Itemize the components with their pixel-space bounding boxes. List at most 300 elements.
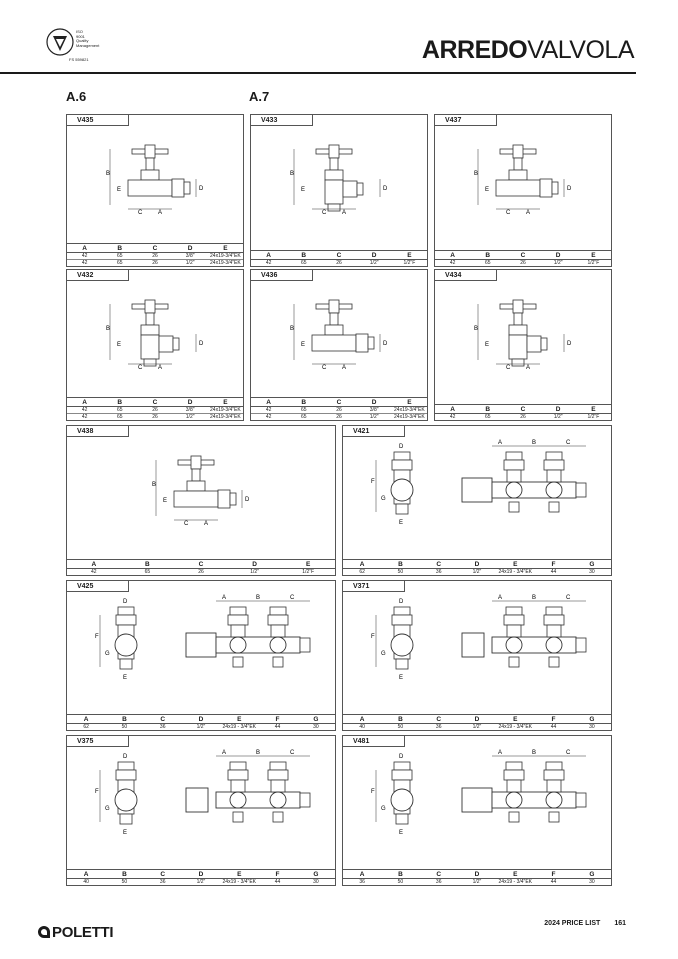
spec-cell: 26	[152, 414, 158, 420]
svg-text:C: C	[322, 210, 327, 216]
spec-column-header: D	[458, 715, 496, 724]
svg-text:B: B	[256, 750, 261, 756]
technical-drawing	[251, 127, 427, 249]
spec-cell: 24x19 - 3/4"EK	[222, 879, 256, 885]
spec-row	[343, 879, 611, 886]
spec-cell: 24x19-3/4"EK	[392, 407, 427, 414]
svg-text:D: D	[567, 186, 572, 192]
spec-cell: 42	[67, 253, 102, 260]
spec-column-header: E	[576, 405, 611, 414]
svg-text:E: E	[163, 498, 168, 504]
spec-column-header: C	[321, 251, 356, 260]
spec-row	[67, 407, 243, 414]
svg-text:B: B	[474, 171, 479, 177]
spec-table	[67, 714, 335, 730]
spec-column-header: E	[576, 251, 611, 260]
cert-line: Management	[76, 42, 100, 48]
spec-cell: 42	[81, 414, 88, 420]
svg-text:C: C	[566, 440, 571, 446]
spec-cell: 65	[485, 414, 491, 420]
spec-cell: 42	[265, 260, 272, 266]
technical-drawing	[251, 282, 427, 396]
svg-text:C: C	[566, 595, 571, 601]
spec-cell: 62	[83, 724, 89, 730]
spec-column-header: A	[435, 251, 470, 260]
spec-cell: 24x19 - 3/4"EK	[498, 569, 532, 575]
spec-cell: 26	[336, 414, 342, 420]
svg-text:A: A	[222, 750, 227, 756]
svg-text:B: B	[106, 326, 111, 332]
spec-column-header: G	[573, 715, 611, 724]
svg-text:D: D	[123, 599, 128, 605]
product-code: V375	[67, 736, 129, 747]
svg-text:B: B	[532, 595, 537, 601]
spec-column-header: C	[505, 251, 540, 260]
spec-cell: 44	[550, 724, 557, 730]
svg-text:C: C	[138, 210, 143, 216]
spec-row	[251, 407, 427, 414]
svg-text:E: E	[123, 830, 128, 836]
svg-text:A: A	[342, 365, 347, 371]
svg-text:E: E	[301, 187, 306, 193]
spec-column-header: E	[208, 398, 243, 407]
spec-row	[343, 724, 611, 731]
section-heading-a6: A.6	[66, 89, 87, 104]
spec-column-header: D	[173, 244, 208, 253]
product-code: V435	[67, 115, 129, 126]
spec-cell: 50	[397, 879, 404, 885]
spec-cell: 1/2"	[472, 569, 482, 575]
spec-row	[435, 414, 611, 421]
product-code: V438	[67, 426, 129, 437]
spec-table	[435, 404, 611, 420]
spec-cell: 65	[117, 260, 123, 266]
spec-cell: 65	[102, 253, 137, 260]
spec-cell: 1/2"	[553, 260, 563, 266]
spec-table	[251, 250, 427, 266]
spec-column-header: B	[286, 251, 321, 260]
spec-cell: 44	[274, 724, 281, 730]
product-code: V437	[435, 115, 497, 126]
svg-text:F: F	[95, 789, 99, 795]
svg-text:E: E	[399, 830, 404, 836]
spec-column-header: E	[208, 244, 243, 253]
spec-column-header: E	[392, 251, 427, 260]
spec-cell: 1/2"	[196, 879, 206, 885]
product-code: V434	[435, 270, 497, 281]
svg-text:F: F	[371, 479, 375, 485]
spec-cell: 1/2"	[553, 414, 563, 420]
svg-text:F: F	[371, 789, 375, 795]
spec-column-header: A	[343, 560, 381, 569]
spec-cell: 65	[301, 260, 307, 266]
product-card-v375	[66, 735, 336, 886]
spec-cell: 1/2"	[472, 724, 482, 730]
spec-column-header: A	[67, 398, 102, 407]
spec-cell: 36	[159, 724, 166, 730]
svg-text:C: C	[506, 365, 511, 371]
spec-column-header: C	[137, 244, 172, 253]
spec-column-header: F	[534, 715, 572, 724]
svg-text:A: A	[526, 365, 531, 371]
footer-info	[544, 920, 626, 927]
svg-text:C: C	[138, 365, 143, 371]
spec-cell: 26	[520, 414, 526, 420]
spec-cell: 26	[336, 260, 342, 266]
spec-cell: 3/8"	[357, 407, 392, 414]
spec-cell: 50	[397, 569, 404, 575]
technical-drawing	[435, 127, 611, 249]
product-code: V432	[67, 270, 129, 281]
spec-cell: 65	[485, 260, 491, 266]
svg-text:A: A	[158, 365, 163, 371]
spec-column-header: D	[173, 398, 208, 407]
spec-table	[251, 397, 427, 420]
spec-column-header: D	[182, 870, 220, 879]
product-card-v371	[342, 580, 612, 731]
technical-drawing	[67, 127, 243, 242]
spec-row	[251, 414, 427, 421]
spec-column-header: B	[381, 870, 419, 879]
svg-text:C: C	[322, 365, 327, 371]
svg-text:E: E	[117, 342, 122, 348]
spec-cell: 26	[198, 569, 204, 575]
spec-column-header: A	[343, 715, 381, 724]
svg-text:A: A	[498, 750, 503, 756]
spec-column-header: F	[534, 870, 572, 879]
spec-cell: 1/2"	[250, 569, 259, 575]
product-card-v438	[66, 425, 336, 576]
technical-drawing	[343, 438, 611, 558]
spec-cell: 65	[144, 569, 151, 575]
technical-drawing	[67, 282, 243, 396]
spec-table	[435, 250, 611, 266]
spec-row	[251, 260, 427, 267]
spec-column-header: E	[220, 870, 258, 879]
spec-column-header: D	[458, 560, 496, 569]
spec-column-header: D	[541, 405, 576, 414]
spec-column-header: E	[281, 560, 335, 569]
spec-cell: 42	[67, 407, 102, 414]
spec-column-header: A	[67, 560, 121, 569]
spec-cell: 44	[274, 879, 281, 885]
product-card-v432	[66, 269, 244, 421]
spec-column-header: G	[573, 870, 611, 879]
spec-column-header: C	[174, 560, 228, 569]
spec-table	[343, 869, 611, 885]
spec-column-header: A	[343, 870, 381, 879]
technical-drawing	[67, 593, 335, 713]
spec-cell: 30	[589, 724, 595, 730]
svg-text:A: A	[498, 440, 503, 446]
spec-cell: 36	[435, 569, 442, 575]
spec-column-header: B	[105, 870, 143, 879]
product-card-v481	[342, 735, 612, 886]
svg-text:D: D	[567, 341, 572, 347]
svg-text:B: B	[290, 171, 295, 177]
brand-title	[422, 36, 634, 65]
svg-text:E: E	[485, 342, 490, 348]
spec-column-header: B	[102, 244, 137, 253]
spec-row	[435, 260, 611, 267]
spec-column-header: E	[496, 715, 534, 724]
spec-cell: 65	[301, 414, 307, 420]
spec-row	[67, 569, 335, 576]
product-code: V425	[67, 581, 129, 592]
product-card-v437	[434, 114, 612, 267]
svg-text:B: B	[256, 595, 261, 601]
svg-text:A: A	[342, 210, 347, 216]
spec-row	[67, 253, 243, 260]
spec-cell: 1/2"	[185, 414, 195, 420]
spec-cell: 36	[159, 879, 166, 885]
cert-line: ISO	[76, 29, 83, 34]
spec-cell: 44	[550, 879, 557, 885]
spec-cell: 62	[359, 569, 365, 575]
spec-column-header: B	[286, 398, 321, 407]
spec-column-header: F	[258, 715, 296, 724]
spec-table	[67, 869, 335, 885]
spec-column-header: G	[297, 870, 335, 879]
technical-drawing	[67, 438, 335, 558]
spec-row	[67, 260, 243, 267]
svg-text:D: D	[383, 341, 388, 347]
svg-text:B: B	[290, 326, 295, 332]
svg-text:D: D	[245, 497, 250, 503]
spec-cell: 36	[359, 879, 365, 885]
spec-cell: 1/2"F	[403, 260, 416, 266]
svg-text:F: F	[95, 634, 99, 640]
svg-text:A: A	[222, 595, 227, 601]
spec-cell: 1/2"	[185, 260, 195, 266]
spec-column-header: C	[420, 560, 458, 569]
svg-text:G: G	[381, 651, 386, 657]
product-card-v433	[250, 114, 428, 267]
product-code: V481	[343, 736, 405, 747]
svg-text:C: C	[566, 750, 571, 756]
svg-text:C: C	[290, 750, 295, 756]
spec-cell: 42	[265, 414, 272, 420]
spec-cell: 1/2"F	[302, 569, 315, 575]
certification-seal-icon	[45, 27, 75, 57]
spec-column-header: G	[573, 560, 611, 569]
svg-text:A: A	[158, 210, 163, 216]
spec-cell: 36	[435, 724, 442, 730]
spec-cell: 24x19-3/4"EK	[208, 253, 243, 260]
spec-column-header: B	[105, 715, 143, 724]
spec-cell: 3/8"	[173, 253, 208, 260]
technical-drawing	[343, 748, 611, 868]
svg-text:E: E	[399, 675, 404, 681]
svg-text:D: D	[199, 186, 204, 192]
svg-text:D: D	[199, 341, 204, 347]
svg-text:D: D	[123, 754, 128, 760]
spec-row	[343, 569, 611, 576]
spec-cell: 24x19-3/4"EK	[210, 414, 241, 420]
spec-cell: 26	[137, 407, 172, 414]
spec-cell: 24x19-3/4"EK	[210, 260, 241, 266]
spec-row	[67, 879, 335, 886]
spec-cell: 30	[589, 569, 595, 575]
spec-cell: 24x19 - 3/4"EK	[498, 724, 532, 730]
spec-column-header: F	[534, 560, 572, 569]
spec-cell: 40	[83, 879, 89, 885]
product-card-v435	[66, 114, 244, 267]
footer-brand: POLETTI	[52, 924, 114, 941]
spec-column-header: E	[496, 560, 534, 569]
spec-row	[67, 414, 243, 421]
spec-cell: 3/8"	[173, 407, 208, 414]
spec-cell: 42	[449, 414, 456, 420]
svg-text:D: D	[399, 754, 404, 760]
spec-cell: 65	[286, 407, 321, 414]
header-divider	[0, 72, 636, 74]
svg-text:C: C	[506, 210, 511, 216]
spec-cell: 65	[102, 407, 137, 414]
spec-column-header: C	[505, 405, 540, 414]
spec-column-header: F	[258, 870, 296, 879]
svg-text:A: A	[526, 210, 531, 216]
spec-cell: 24x19-3/4"EK	[394, 414, 425, 420]
spec-column-header: A	[67, 870, 105, 879]
spec-table	[67, 559, 335, 575]
svg-text:D: D	[399, 444, 404, 450]
brand-light: VALVOLA	[527, 36, 634, 64]
cert-line: Quality	[76, 38, 89, 44]
product-card-v425	[66, 580, 336, 731]
spec-column-header: D	[458, 870, 496, 879]
product-code: V371	[343, 581, 405, 592]
spec-cell: 42	[91, 569, 97, 575]
svg-text:C: C	[290, 595, 295, 601]
section-heading-a7: A.7	[249, 89, 270, 104]
product-card-v434	[434, 269, 612, 421]
svg-text:E: E	[485, 187, 490, 193]
spec-column-header: A	[67, 715, 105, 724]
spec-column-header: G	[297, 715, 335, 724]
spec-column-header: D	[541, 251, 576, 260]
spec-cell: 26	[152, 260, 158, 266]
spec-column-header: B	[121, 560, 175, 569]
spec-column-header: C	[420, 715, 458, 724]
spec-cell: 26	[137, 253, 172, 260]
poletti-logo	[38, 924, 113, 941]
svg-text:B: B	[474, 326, 479, 332]
spec-cell: 24x19 - 3/4"EK	[222, 724, 256, 730]
brand-bold: ARREDO	[421, 36, 528, 64]
spec-column-header: B	[470, 251, 505, 260]
spec-cell: 1/2"	[369, 414, 379, 420]
spec-cell: 30	[313, 724, 319, 730]
spec-column-header: A	[251, 251, 286, 260]
spec-table	[67, 243, 243, 266]
spec-cell: 24x19-3/4"EK	[208, 407, 243, 414]
cert-line: 9001	[76, 33, 85, 39]
spec-cell: 1/2"F	[587, 414, 600, 420]
svg-text:D: D	[399, 599, 404, 605]
product-card-v436	[250, 269, 428, 421]
spec-row	[67, 724, 335, 731]
spec-column-header: A	[435, 405, 470, 414]
spec-cell: 1/2"	[369, 260, 379, 266]
spec-cell: 26	[520, 260, 526, 266]
spec-column-header: A	[67, 244, 102, 253]
spec-table	[343, 714, 611, 730]
spec-cell: 50	[121, 724, 128, 730]
spec-cell: 30	[313, 879, 319, 885]
svg-text:G: G	[381, 806, 386, 812]
spec-cell: 44	[550, 569, 557, 575]
spec-table	[67, 397, 243, 420]
svg-text:D: D	[383, 186, 388, 192]
spec-column-header: E	[392, 398, 427, 407]
spec-cell: 36	[435, 879, 442, 885]
spec-column-header: D	[182, 715, 220, 724]
spec-cell: 26	[321, 407, 356, 414]
technical-drawing	[435, 282, 611, 403]
svg-text:E: E	[123, 675, 128, 681]
spec-column-header: C	[144, 715, 182, 724]
price-list-label: 2024 PRICE LIST	[544, 920, 601, 927]
spec-column-header: A	[251, 398, 286, 407]
svg-text:B: B	[532, 750, 537, 756]
svg-text:G: G	[105, 651, 110, 657]
spec-cell: 40	[359, 724, 365, 730]
spec-column-header: B	[381, 560, 419, 569]
spec-column-header: B	[102, 398, 137, 407]
svg-text:C: C	[184, 521, 189, 527]
spec-cell: 30	[589, 879, 595, 885]
poletti-mark-icon	[38, 926, 50, 938]
svg-text:A: A	[498, 595, 503, 601]
technical-drawing	[343, 593, 611, 713]
spec-cell: 1/2"	[472, 879, 482, 885]
spec-column-header: C	[420, 870, 458, 879]
spec-column-header: D	[228, 560, 282, 569]
technical-drawing	[67, 748, 335, 868]
spec-column-header: B	[470, 405, 505, 414]
iso-certification-badge	[45, 27, 111, 65]
svg-text:B: B	[152, 482, 157, 488]
spec-cell: 42	[449, 260, 456, 266]
spec-column-header: C	[137, 398, 172, 407]
spec-column-header: B	[381, 715, 419, 724]
spec-cell: 1/2"	[196, 724, 206, 730]
spec-column-header: E	[496, 870, 534, 879]
spec-cell: 1/2"F	[587, 260, 600, 266]
spec-column-header: D	[357, 398, 392, 407]
product-code: V421	[343, 426, 405, 437]
svg-text:B: B	[532, 440, 537, 446]
spec-cell: 50	[121, 879, 128, 885]
spec-cell: 65	[117, 414, 123, 420]
svg-text:B: B	[106, 171, 111, 177]
svg-text:E: E	[117, 187, 122, 193]
product-card-v421	[342, 425, 612, 576]
product-code: V436	[251, 270, 313, 281]
svg-text:G: G	[381, 496, 386, 502]
spec-column-header: C	[321, 398, 356, 407]
svg-text:F: F	[371, 634, 375, 640]
spec-cell: 42	[251, 407, 286, 414]
spec-column-header: D	[357, 251, 392, 260]
svg-text:G: G	[105, 806, 110, 812]
spec-column-header: E	[220, 715, 258, 724]
svg-text:E: E	[301, 342, 306, 348]
svg-text:A: A	[204, 521, 209, 527]
spec-table	[343, 559, 611, 575]
spec-column-header: C	[144, 870, 182, 879]
